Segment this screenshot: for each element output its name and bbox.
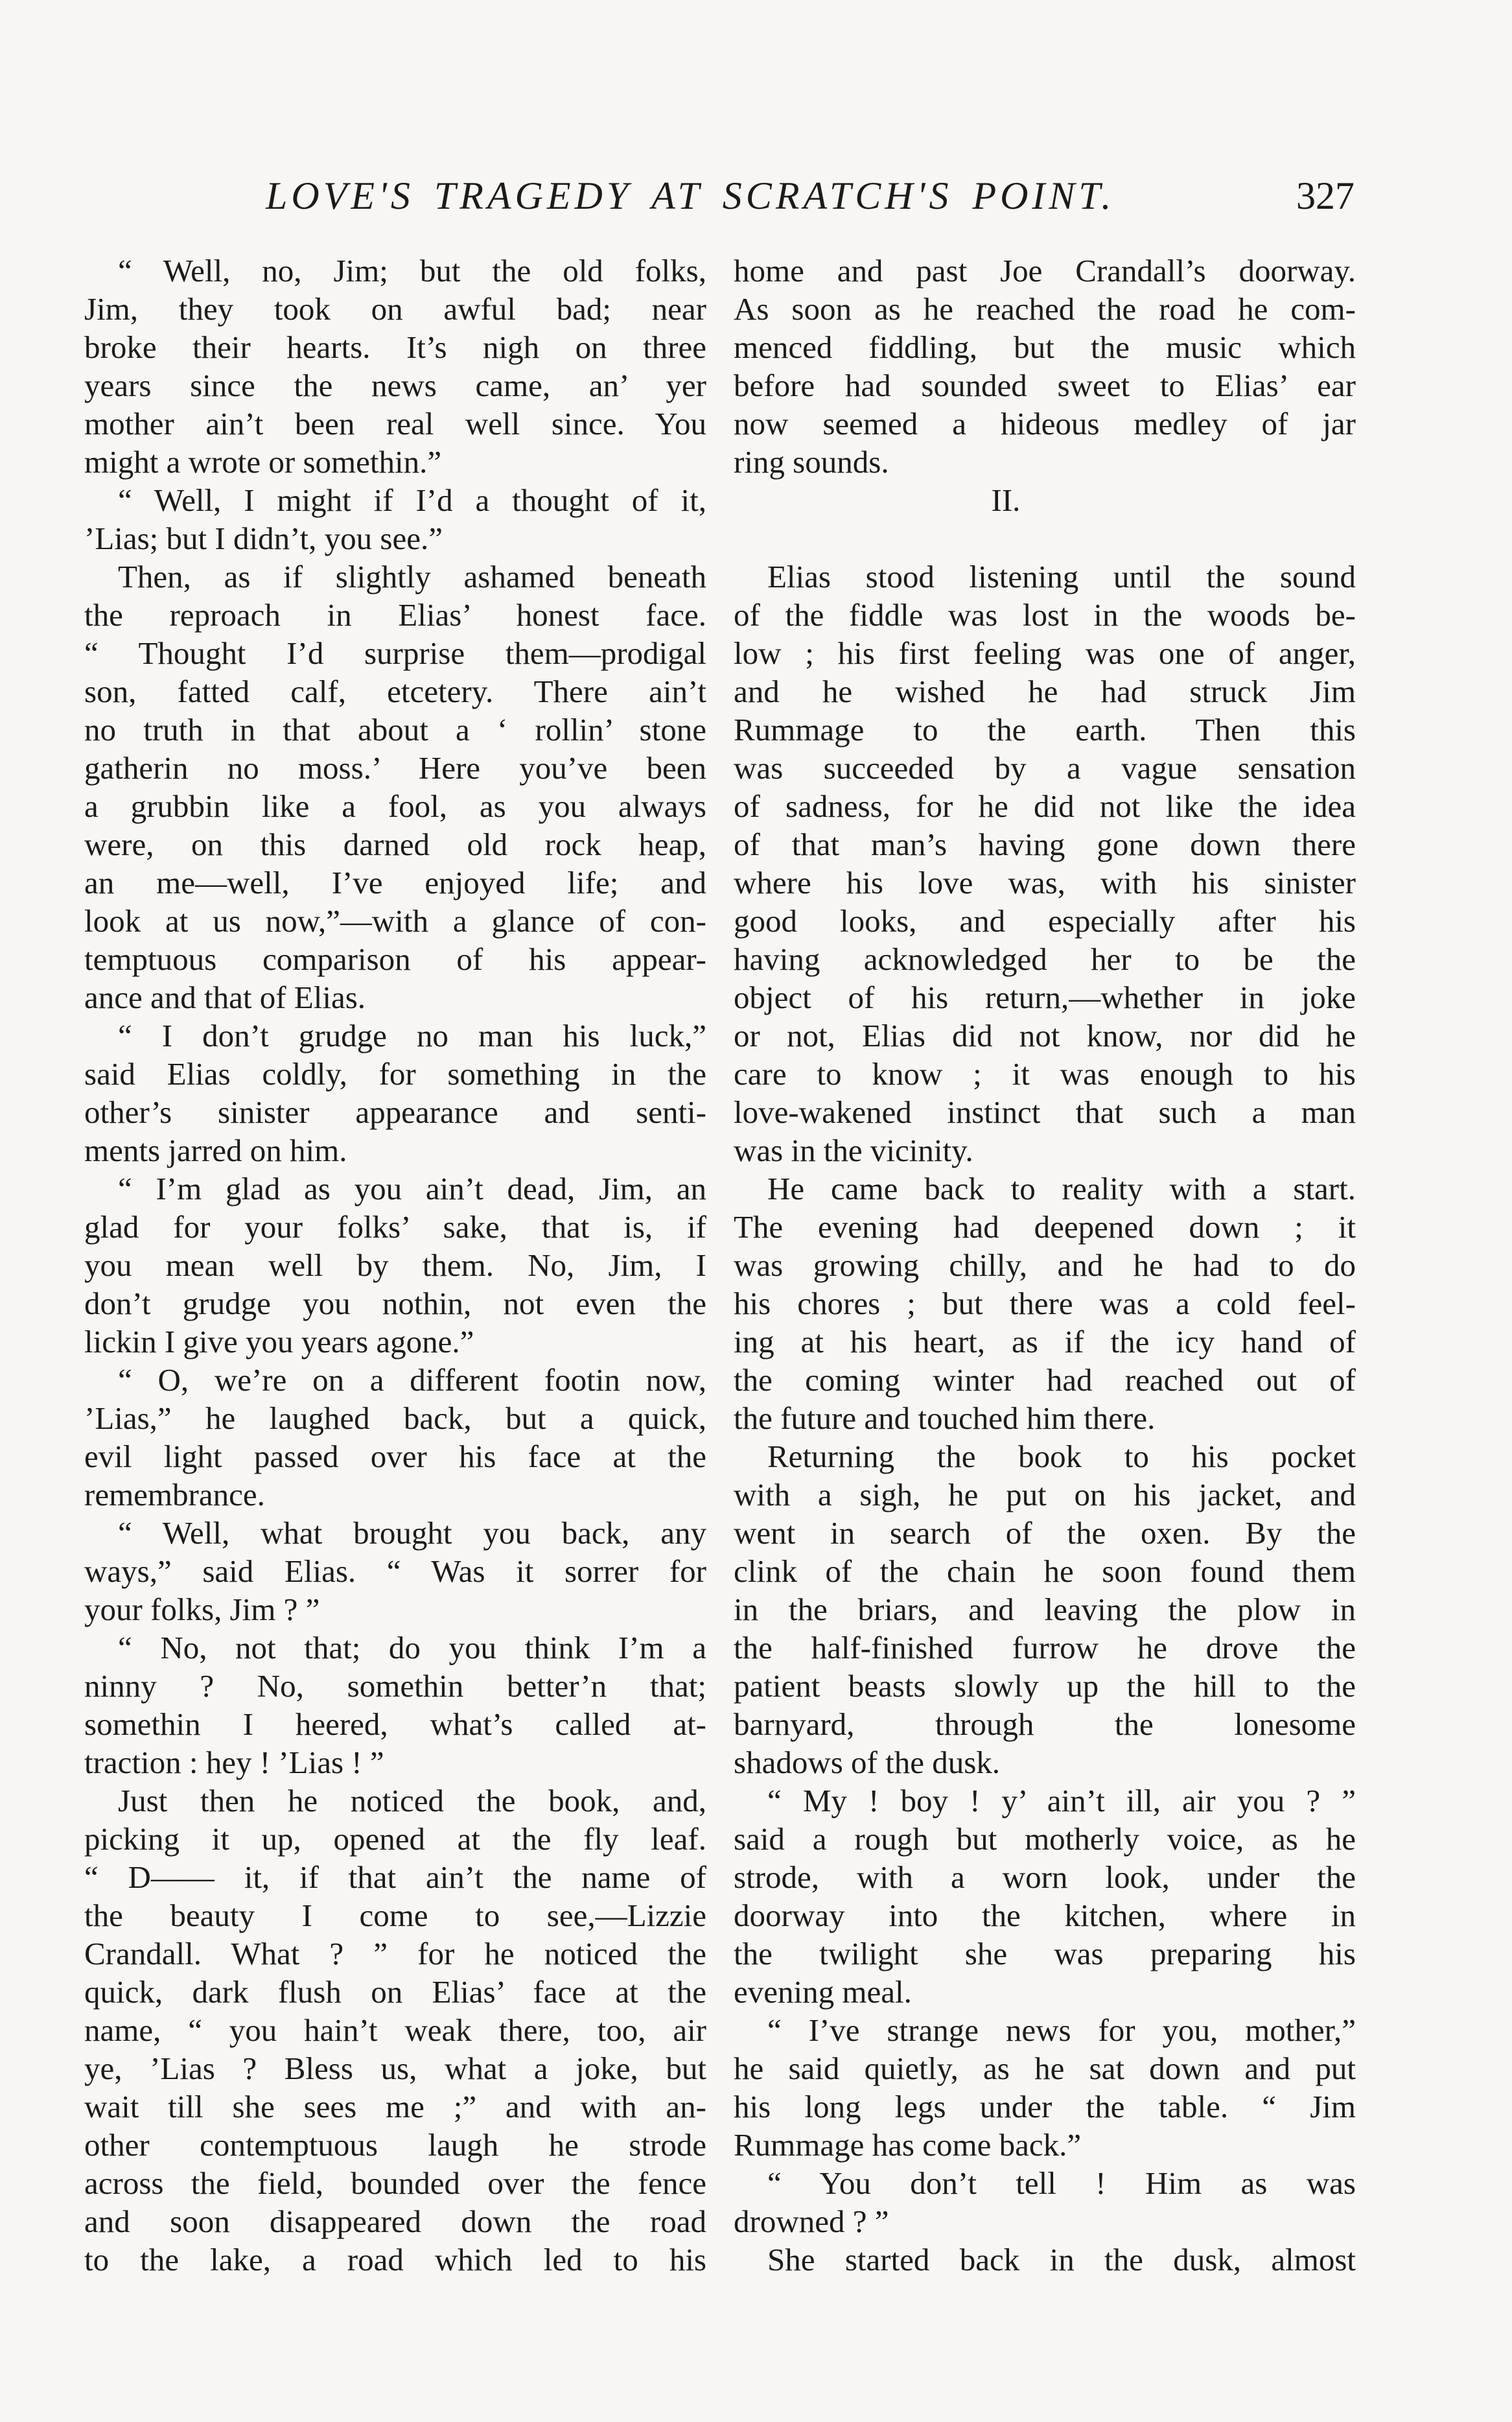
text-line: strode, with a worn look, under the <box>734 1859 1356 1895</box>
text-line: and he wished he had struck Jim <box>734 674 1356 709</box>
text-line: ing at his heart, as if the icy hand of <box>734 1324 1356 1359</box>
text-line: don’t grudge you nothin, not even the <box>84 1286 706 1321</box>
text-line: low ; his first feeling was one of anger, <box>734 635 1356 671</box>
text-line: quick, dark flush on Elias’ face at the <box>84 1974 706 2010</box>
text-line: “ O, we’re on a different footin now, <box>118 1362 706 1398</box>
text-line: As soon as he reached the road he com- <box>734 291 1356 327</box>
text-line: son, fatted calf, etcetery. There ain’t <box>84 674 706 709</box>
text-line: Just then he noticed the book, and, <box>118 1783 706 1818</box>
text-line: other’s sinister appearance and senti- <box>84 1094 706 1130</box>
text-line: to the lake, a road which led to his <box>84 2242 706 2277</box>
text-line: of the fiddle was lost in the woods be- <box>734 597 1356 633</box>
text-line: Jim, they took on awful bad; near <box>84 291 706 327</box>
text-line: ’Lias,” he laughed back, but a quick, <box>84 1400 706 1436</box>
text-line: ways,” said Elias. “ Was it sorrer for <box>84 1553 706 1589</box>
text-line: or not, Elias did not know, nor did he <box>734 1018 1356 1053</box>
text-line: broke their hearts. It’s nigh on three <box>84 329 706 365</box>
text-line: Rummage has come back.” <box>734 2127 1082 2163</box>
text-line: menced fiddling, but the music which <box>734 329 1356 365</box>
text-line: now seemed a hideous medley of jar <box>734 406 1356 441</box>
text-line: evening meal. <box>734 1974 912 2010</box>
text-line: and soon disappeared down the road <box>84 2204 706 2239</box>
text-line: Returning the book to his pocket <box>767 1439 1356 1474</box>
text-line: across the field, bounded over the fence <box>84 2165 706 2201</box>
text-line: Then, as if slightly ashamed beneath <box>118 559 706 594</box>
text-line: ’Lias; but I didn’t, you see.” <box>84 521 443 556</box>
text-line: he said quietly, as he sat down and put <box>734 2051 1356 2086</box>
text-line: He came back to reality with a start. <box>767 1171 1356 1206</box>
section-number: II. <box>991 482 1021 518</box>
text-line: went in search of the oxen. By the <box>734 1515 1356 1551</box>
text-line: before had sounded sweet to Elias’ ear <box>734 368 1356 403</box>
text-line: said Elias coldly, for something in the <box>84 1056 706 1092</box>
text-line: an me—well, I’ve enjoyed life; and <box>84 865 706 900</box>
text-line: traction : hey ! ’Lias ! ” <box>84 1745 384 1780</box>
text-line: mother ain’t been real well since. You <box>84 406 706 441</box>
text-line: no truth in that about a ‘ rollin’ stone <box>84 712 706 747</box>
text-line: the beauty I come to see,—Lizzie <box>84 1898 706 1933</box>
text-line: other contemptuous laugh he strode <box>84 2127 706 2163</box>
text-line: “ Well, what brought you back, any <box>118 1515 706 1551</box>
text-line: home and past Joe Crandall’s doorway. <box>734 253 1356 288</box>
text-line: gatherin no moss.’ Here you’ve been <box>84 750 706 786</box>
text-line: glad for your folks’ sake, that is, if <box>84 1209 706 1245</box>
text-line: in the briars, and leaving the plow in <box>734 1592 1356 1627</box>
text-line: doorway into the kitchen, where in <box>734 1898 1356 1933</box>
text-line: ninny ? No, somethin better’n that; <box>84 1668 706 1704</box>
text-line: with a sigh, he put on his jacket, and <box>734 1477 1356 1512</box>
text-line: of that man’s having gone down there <box>734 827 1356 862</box>
text-line: “ Thought I’d surprise them—prodigal <box>84 635 706 671</box>
text-line: you mean well by them. No, Jim, I <box>84 1247 706 1283</box>
text-line: love-wakened instinct that such a man <box>734 1094 1356 1130</box>
text-line: object of his return,—whether in joke <box>734 980 1356 1015</box>
text-line: wait till she sees me ;” and with an- <box>84 2089 706 2124</box>
text-line: ance and that of Elias. <box>84 980 366 1015</box>
text-line: shadows of the dusk. <box>734 1745 1001 1780</box>
text-line: “ You don’t tell ! Him as was <box>767 2165 1356 2201</box>
text-line: was succeeded by a vague sensation <box>734 750 1356 786</box>
text-line: The evening had deepened down ; it <box>734 1209 1356 1245</box>
text-line: his chores ; but there was a cold feel- <box>734 1286 1356 1321</box>
text-line: clink of the chain he soon found them <box>734 1553 1356 1589</box>
text-line: years since the news came, an’ yer <box>84 368 706 403</box>
text-line: “ My ! boy ! y’ ain’t ill, air you ? ” <box>767 1783 1356 1818</box>
text-line: a grubbin like a fool, as you always <box>84 788 706 824</box>
text-line: were, on this darned old rock heap, <box>84 827 706 862</box>
text-line: “ No, not that; do you think I’m a <box>118 1630 706 1665</box>
running-title: LOVE'S TRAGEDY AT SCRATCH'S POINT. <box>266 174 1115 217</box>
text-line: picking it up, opened at the fly leaf. <box>84 1821 706 1857</box>
text-line: name, “ you hain’t weak there, too, air <box>84 2012 706 2048</box>
text-line: “ I don’t grudge no man his luck,” <box>118 1018 706 1053</box>
text-line: remembrance. <box>84 1477 265 1512</box>
text-line: care to know ; it was enough to his <box>734 1056 1356 1092</box>
text-line: might a wrote or somethin.” <box>84 444 442 480</box>
page-number: 327 <box>1296 174 1355 217</box>
text-line: “ I’m glad as you ain’t dead, Jim, an <box>118 1171 706 1206</box>
text-line: the reproach in Elias’ honest face. <box>84 597 706 633</box>
text-line: his long legs under the table. “ Jim <box>734 2089 1356 2124</box>
text-line: the twilight she was preparing his <box>734 1936 1356 1971</box>
text-line: of sadness, for he did not like the idea <box>734 788 1356 824</box>
text-line: was in the vicinity. <box>734 1133 973 1168</box>
text-line: “ Well, I might if I’d a thought of it, <box>118 482 706 518</box>
text-line: look at us now,”—with a glance of con- <box>84 903 706 939</box>
text-line: having acknowledged her to be the <box>734 941 1356 977</box>
text-line: somethin I heered, what’s called at- <box>84 1706 706 1742</box>
text-line: barnyard, through the lonesome <box>734 1706 1356 1742</box>
text-line: said a rough but motherly voice, as he <box>734 1821 1356 1857</box>
text-line: was growing chilly, and he had to do <box>734 1247 1356 1283</box>
text-line: patient beasts slowly up the hill to the <box>734 1668 1356 1704</box>
text-line: good looks, and especially after his <box>734 903 1356 939</box>
text-line: “ I’ve strange news for you, mother,” <box>767 2012 1356 2048</box>
text-line: temptuous comparison of his appear- <box>84 941 706 977</box>
text-line: your folks, Jim ? ” <box>84 1592 320 1627</box>
text-line: drowned ? ” <box>734 2204 889 2239</box>
text-line: evil light passed over his face at the <box>84 1439 706 1474</box>
text-line: lickin I give you years agone.” <box>84 1324 474 1359</box>
text-line: ye, ’Lias ? Bless us, what a joke, but <box>84 2051 706 2086</box>
text-line: the future and touched him there. <box>734 1400 1156 1436</box>
text-line: the coming winter had reached out of <box>734 1362 1356 1398</box>
text-line: Crandall. What ? ” for he noticed the <box>84 1936 706 1971</box>
text-line: ring sounds. <box>734 444 889 480</box>
left-column <box>84 252 706 2279</box>
section-spacer <box>734 519 1356 558</box>
right-column <box>734 252 1356 2279</box>
text-line: where his love was, with his sinister <box>734 865 1356 900</box>
text-line: “ Well, no, Jim; but the old folks, <box>118 253 706 288</box>
text-line: Rummage to the earth. Then this <box>734 712 1356 747</box>
text-line: She started back in the dusk, almost <box>767 2242 1356 2277</box>
text-line: Elias stood listening until the sound <box>767 559 1356 594</box>
text-line: the half-finished furrow he drove the <box>734 1630 1356 1665</box>
text-line: “ D—— it, if that ain’t the name of <box>84 1859 706 1895</box>
text-line: ments jarred on him. <box>84 1133 347 1168</box>
